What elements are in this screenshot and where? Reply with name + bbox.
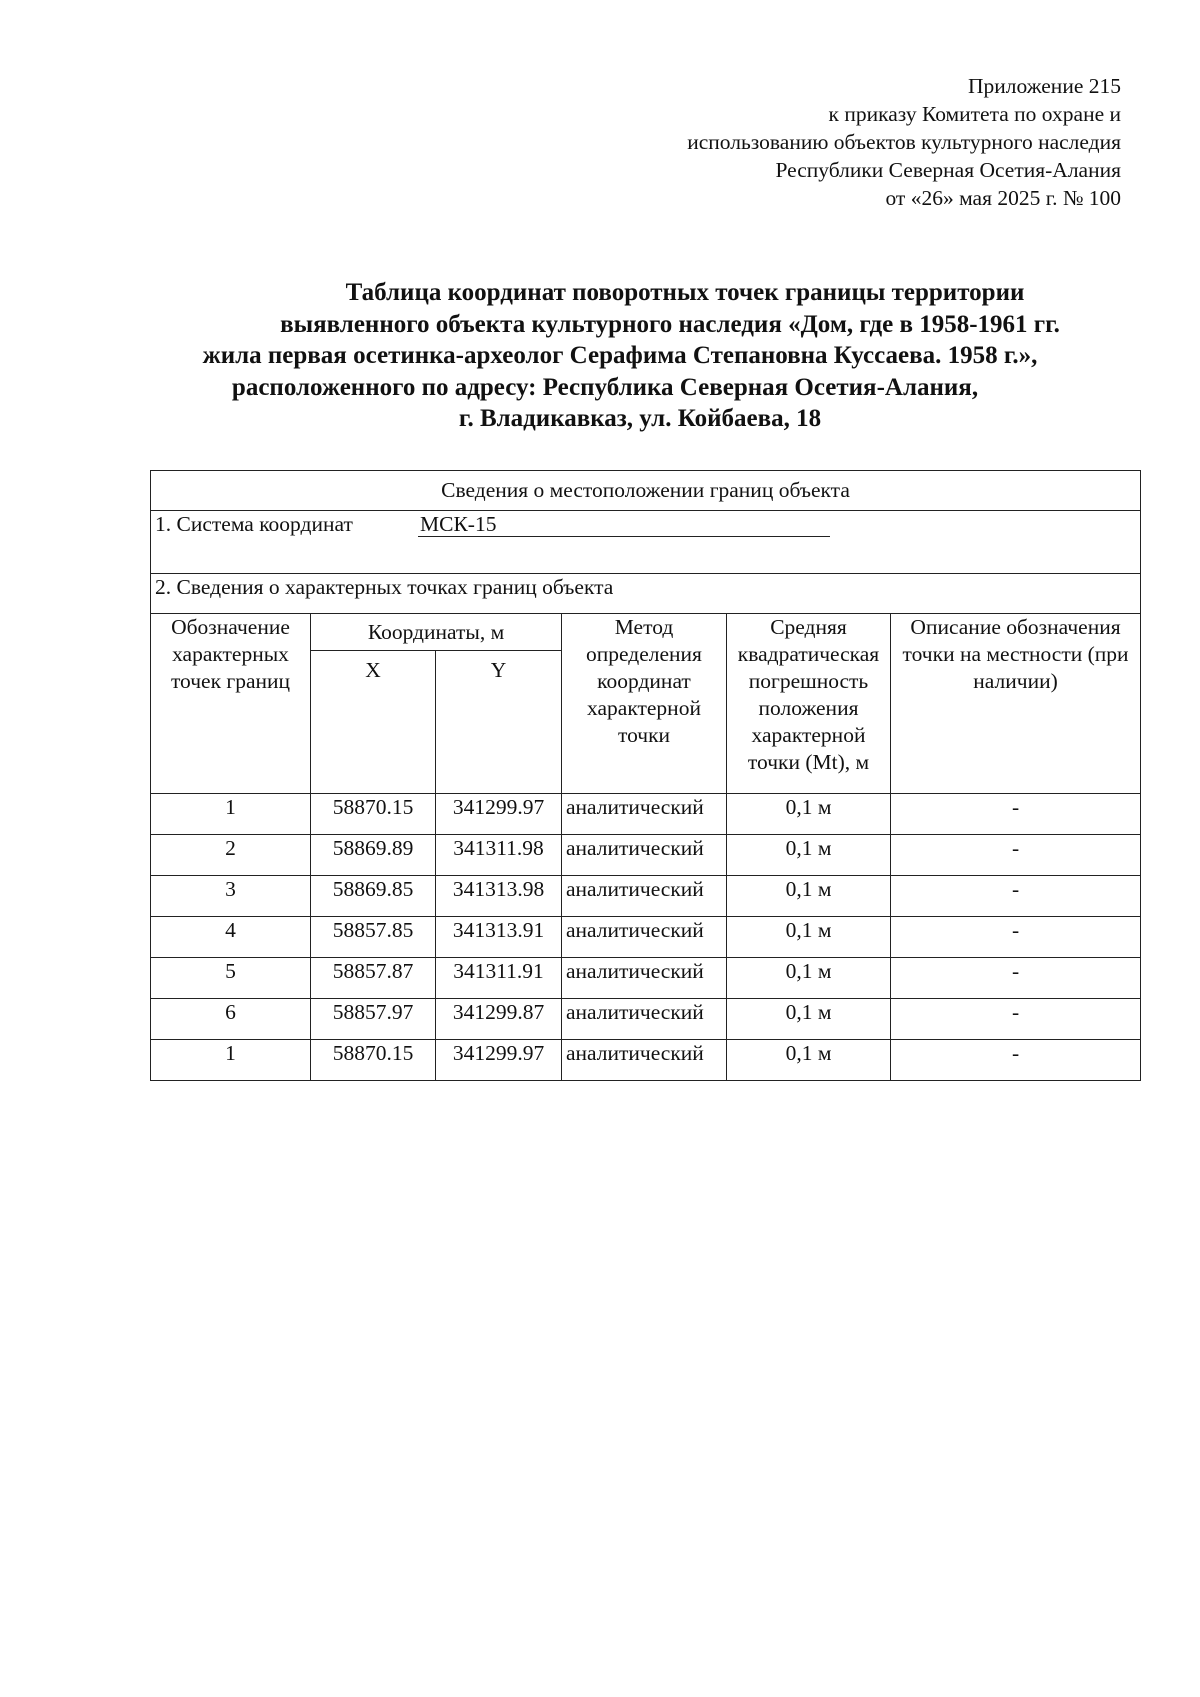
error: 0,1 м bbox=[727, 794, 891, 835]
header-designation: Обозначение характерных точек границ bbox=[151, 614, 311, 794]
coord-y: 341313.98 bbox=[436, 876, 562, 917]
description: - bbox=[891, 917, 1141, 958]
appendix-header bbox=[561, 72, 1121, 212]
error: 0,1 м bbox=[727, 1040, 891, 1081]
coord-x: 58857.85 bbox=[311, 917, 436, 958]
coord-x: 58870.15 bbox=[311, 794, 436, 835]
description: - bbox=[891, 999, 1141, 1040]
coord-x: 58869.85 bbox=[311, 876, 436, 917]
coordinate-system-value: МСК-15 bbox=[418, 512, 830, 537]
point-number: 5 bbox=[151, 958, 311, 999]
coord-x: 58870.15 bbox=[311, 1040, 436, 1081]
description: - bbox=[891, 794, 1141, 835]
point-number: 4 bbox=[151, 917, 311, 958]
table-row bbox=[151, 999, 1141, 1040]
header-coordinates: Координаты, м bbox=[311, 614, 562, 651]
table-row bbox=[151, 1040, 1141, 1081]
document-title bbox=[140, 277, 1100, 435]
coord-y: 341299.97 bbox=[436, 1040, 562, 1081]
header-description: Описание обозначения точки на местности (при наличии) bbox=[891, 614, 1141, 794]
point-number: 3 bbox=[151, 876, 311, 917]
error: 0,1 м bbox=[727, 999, 891, 1040]
method: аналитический bbox=[562, 835, 727, 876]
appendix-republic: Республики Северная Осетия-Алания bbox=[775, 158, 1121, 182]
section-title: Сведения о местоположении границ объекта bbox=[151, 471, 1141, 511]
description: - bbox=[891, 876, 1141, 917]
appendix-order-ref: к приказу Комитета по охране и bbox=[828, 102, 1121, 126]
table-row bbox=[151, 876, 1141, 917]
header-y: Y bbox=[436, 651, 562, 794]
point-number: 1 bbox=[151, 794, 311, 835]
header-error: Средняя квадратическая погрешность положения характерной точки (Mt), м bbox=[727, 614, 891, 794]
coord-x: 58869.89 bbox=[311, 835, 436, 876]
header-x: X bbox=[311, 651, 436, 794]
coord-x: 58857.87 bbox=[311, 958, 436, 999]
coordinate-system-label: 1. Система координат bbox=[155, 512, 353, 536]
table-row bbox=[151, 958, 1141, 999]
method: аналитический bbox=[562, 958, 727, 999]
appendix-committee: использованию объектов культурного наследия bbox=[687, 130, 1121, 154]
title-line-5: г. Владикавказ, ул. Койбаева, 18 bbox=[458, 405, 822, 432]
error: 0,1 м bbox=[727, 835, 891, 876]
point-number: 2 bbox=[151, 835, 311, 876]
coord-y: 341299.87 bbox=[436, 999, 562, 1040]
title-line-4: расположенного по адресу: Республика Северная Осетия-Алания, bbox=[231, 373, 979, 401]
points-section-label: 2. Сведения о характерных точках границ объекта bbox=[151, 574, 1141, 614]
description: - bbox=[891, 835, 1141, 876]
description: - bbox=[891, 1040, 1141, 1081]
table-row bbox=[151, 917, 1141, 958]
table-row bbox=[151, 835, 1141, 876]
header-method: Метод определения координат характерной точки bbox=[562, 614, 727, 794]
error: 0,1 м bbox=[727, 917, 891, 958]
coord-y: 341313.91 bbox=[436, 917, 562, 958]
title-line-1: Таблица координат поворотных точек границы территории bbox=[345, 279, 1025, 306]
method: аналитический bbox=[562, 999, 727, 1040]
title-line-3: жила первая осетинка-археолог Серафима Степановна Куссаева. 1958 г.», bbox=[202, 342, 1038, 369]
method: аналитический bbox=[562, 917, 727, 958]
method: аналитический bbox=[562, 1040, 727, 1081]
coord-y: 341311.98 bbox=[436, 835, 562, 876]
coordinates-table bbox=[150, 470, 1141, 1081]
appendix-date: от «26» мая 2025 г. № 100 bbox=[885, 186, 1121, 210]
coord-x: 58857.97 bbox=[311, 999, 436, 1040]
coord-y: 341311.91 bbox=[436, 958, 562, 999]
coord-y: 341299.97 bbox=[436, 794, 562, 835]
description: - bbox=[891, 958, 1141, 999]
error: 0,1 м bbox=[727, 958, 891, 999]
error: 0,1 м bbox=[727, 876, 891, 917]
coordinate-system-row bbox=[151, 511, 1141, 574]
title-line-2: выявленного объекта культурного наследия «Дом, где в 1958-1961 гг. bbox=[280, 310, 1060, 338]
method: аналитический bbox=[562, 876, 727, 917]
point-number: 1 bbox=[151, 1040, 311, 1081]
table-row bbox=[151, 794, 1141, 835]
point-number: 6 bbox=[151, 999, 311, 1040]
appendix-number: Приложение 215 bbox=[967, 74, 1121, 98]
method: аналитический bbox=[562, 794, 727, 835]
